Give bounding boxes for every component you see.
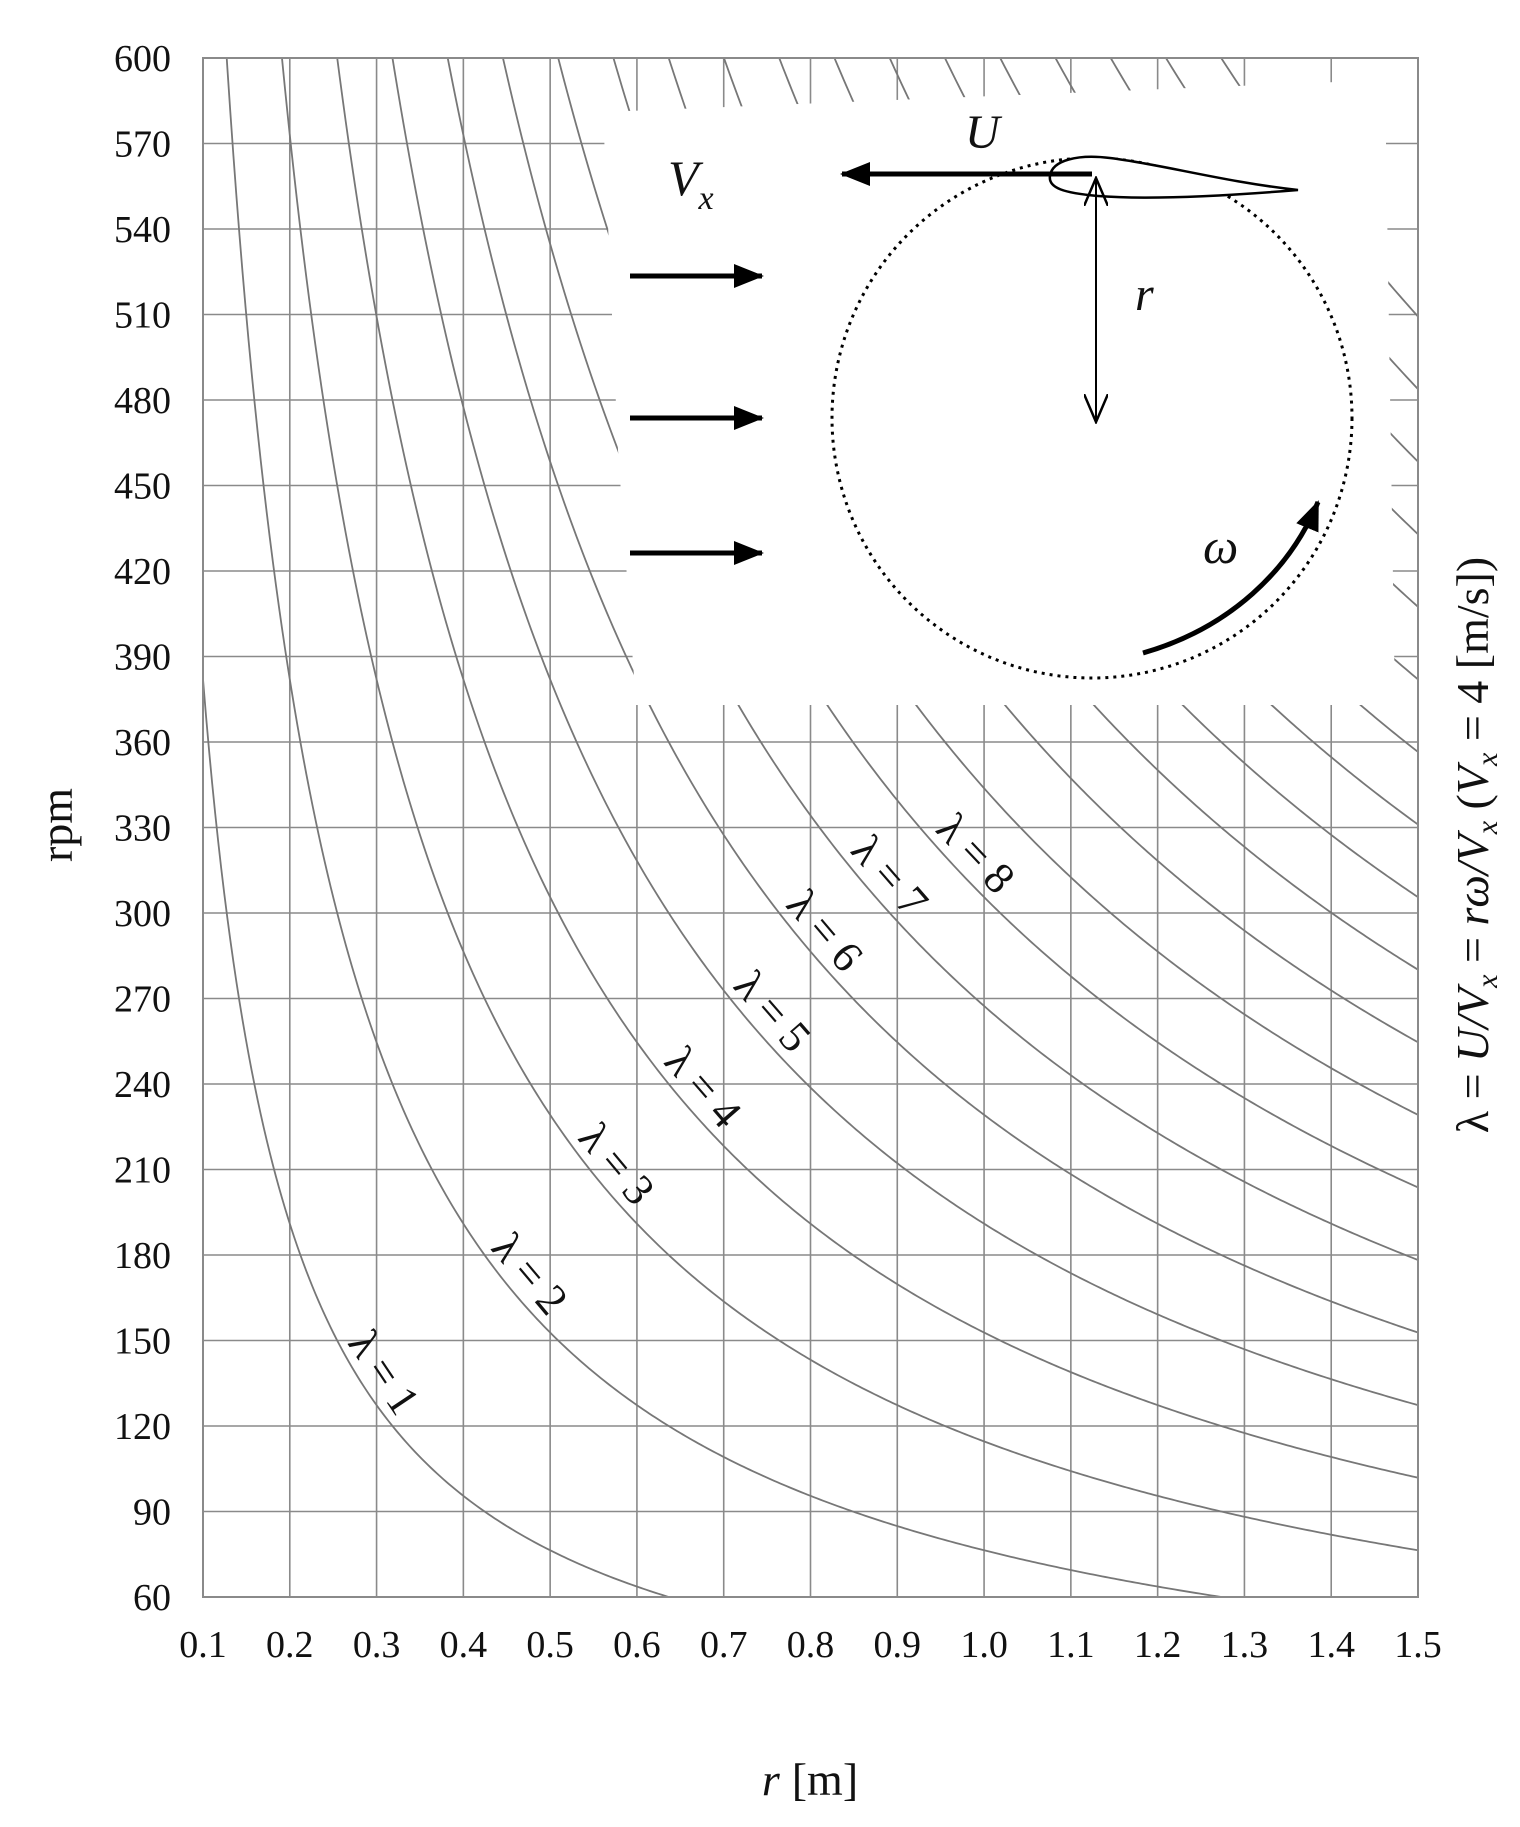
x-tick-label-10: 1.1: [1047, 1624, 1095, 1666]
x-tick-label-7: 0.8: [786, 1624, 835, 1666]
Vx-V: V: [668, 150, 699, 206]
y-tick-label-4: 180: [114, 1235, 171, 1277]
lambda-label-4: λ = 4: [655, 1037, 752, 1138]
lambda-label-2: λ = 2: [482, 1223, 578, 1324]
x-tick-label-2: 0.3: [352, 1624, 401, 1666]
formula-eq-2: =: [1447, 925, 1498, 975]
y-tick-label-0: 60: [133, 1577, 171, 1619]
x-tick-label-14: 1.5: [1394, 1624, 1442, 1666]
formula-V-1: V: [1447, 987, 1498, 1016]
Vx-sub: x: [698, 180, 714, 217]
y-tick-label-14: 480: [114, 380, 171, 422]
x-tick-label-6: 0.7: [699, 1624, 748, 1666]
x-tick-label-12: 1.3: [1220, 1624, 1269, 1666]
omega-label: ω: [1203, 518, 1239, 574]
x-tick-label-0: 0.1: [179, 1624, 227, 1666]
formula-V-2: V: [1447, 834, 1498, 863]
formula-V-3: V: [1447, 765, 1498, 795]
x-tick-label-1: 0.2: [266, 1624, 314, 1666]
y-tick-labels: [114, 38, 171, 1619]
x-tick-label-8: 0.9: [873, 1624, 922, 1666]
x-tick-label-11: 1.2: [1133, 1624, 1182, 1666]
y-tick-label-9: 330: [114, 807, 171, 850]
x-tick-label-3: 0.4: [439, 1624, 488, 1666]
x-tick-label-13: 1.4: [1307, 1624, 1355, 1666]
y-tick-label-18: 600: [114, 38, 171, 80]
y-tick-label-16: 540: [114, 209, 171, 251]
x-axis-unit: [m]: [791, 1754, 859, 1805]
formula-lambda: λ =: [1447, 1061, 1498, 1134]
y-tick-label-3: 150: [114, 1320, 171, 1363]
y-tick-label-13: 450: [114, 465, 171, 508]
y-tick-label-5: 210: [114, 1149, 171, 1192]
formula-x-3: x: [1471, 752, 1504, 766]
x-tick-label-5: 0.6: [613, 1624, 661, 1666]
y-tick-label-1: 90: [133, 1491, 171, 1534]
x-tick-label-4: 0.5: [526, 1624, 574, 1666]
x-axis-title: [762, 1754, 858, 1805]
formula-slash-2: /: [1447, 862, 1498, 876]
lambda-label-5: λ = 5: [724, 961, 821, 1062]
x-tick-label-9: 1.0: [960, 1624, 1008, 1666]
x-tick-labels: [179, 1624, 1442, 1666]
formula-slash-1: /: [1447, 1015, 1498, 1029]
y-tick-label-17: 570: [114, 123, 171, 166]
lambda-label-3: λ = 3: [569, 1113, 665, 1215]
y-tick-label-15: 510: [114, 294, 171, 337]
formula-r: r: [1447, 907, 1498, 926]
y-tick-label-10: 360: [114, 722, 171, 764]
U-label: U: [965, 106, 1000, 159]
formula-omega: ω: [1447, 875, 1498, 908]
y-tick-label-2: 120: [114, 1406, 171, 1448]
formula-x-2: x: [1471, 820, 1504, 835]
y-tick-label-7: 270: [114, 978, 171, 1021]
lambda-label-6: λ = 6: [776, 880, 873, 981]
y-tick-label-12: 420: [114, 551, 171, 593]
y-tick-label-8: 300: [114, 893, 171, 935]
lambda-label-7: λ = 7: [841, 825, 938, 927]
y-tick-label-6: 240: [114, 1064, 171, 1106]
r-label: r: [1135, 268, 1154, 321]
lambda-label-1: λ = 1: [338, 1321, 430, 1424]
formula-U: U: [1447, 1028, 1498, 1062]
y-axis-title: rpm: [31, 787, 82, 863]
x-axis-var: r: [761, 1754, 780, 1805]
right-formula-label: [1447, 557, 1504, 1133]
formula-condition: = 4 [m/s]): [1447, 556, 1498, 753]
formula-x-1: x: [1471, 974, 1504, 988]
y-tick-label-11: 390: [114, 636, 171, 679]
formula-paren: (: [1447, 794, 1498, 821]
lambda-label-8: λ = 8: [927, 803, 1025, 903]
